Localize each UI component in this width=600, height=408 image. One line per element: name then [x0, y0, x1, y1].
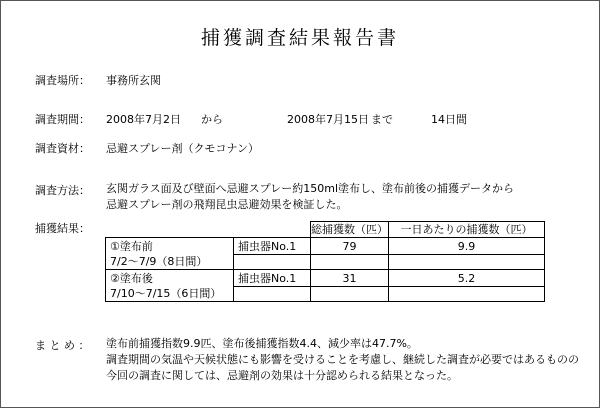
row-group-name: ①塗布前	[110, 239, 153, 253]
row-group-name: ②塗布後	[110, 271, 153, 285]
summary-label: ま と め ：	[35, 339, 90, 352]
row-group-dates: 7/2～7/9（8日間）	[110, 254, 208, 268]
row-device: 捕虫器No.1	[234, 270, 311, 287]
table-row	[106, 270, 545, 287]
period-start: 2008年7月2日	[106, 113, 181, 126]
period-days: 14日間	[431, 113, 467, 126]
table-header-row	[106, 222, 545, 238]
method-line: 玄関ガラス面及び壁面へ忌避スプレー約150ml塗布し、塗布前後の捕獲データから	[106, 182, 514, 195]
row-total: 31	[311, 270, 389, 287]
row-group-cell	[106, 270, 234, 302]
period-label: 調査期間：	[35, 113, 90, 126]
row-group-dates: 7/10～7/15（6日間）	[110, 286, 222, 300]
summary-line: 調査期間の気温や天候状態にも影響を受けることを考慮し、継続した調査が必要ではあるものの	[106, 353, 579, 366]
report-title: 捕獲調査結果報告書	[200, 27, 399, 49]
method-line: 忌避スプレー剤の飛翔昆虫忌避効果を検証した。	[106, 198, 348, 211]
summary-line: 塗布前捕獲指数9.9匹、塗布後捕獲指数4.4、減少率は47.7%。	[106, 337, 418, 350]
table-row	[106, 238, 545, 255]
location-label: 調査場所：	[35, 74, 90, 87]
summary-text	[106, 336, 579, 384]
row-group-cell	[106, 238, 234, 270]
header-daily: 一日あたりの捕獲数（匹）	[389, 222, 545, 238]
location-value: 事務所玄関	[106, 74, 161, 87]
row-daily: 9.9	[389, 238, 545, 255]
row-device: 捕虫器No.1	[234, 238, 311, 255]
row-total: 79	[311, 238, 389, 255]
period-from: から	[201, 113, 223, 126]
material-value: 忌避スプレー剤（クモコナン）	[106, 142, 260, 155]
results-label: 捕獲結果：	[35, 222, 90, 235]
period-end: 2008年7月15日	[287, 113, 369, 126]
results-table	[105, 221, 545, 302]
method-label: 調査方法：	[35, 184, 90, 197]
material-label: 調査資材：	[35, 142, 90, 155]
period-until: まで	[371, 113, 393, 126]
row-daily: 5.2	[389, 270, 545, 287]
method-text	[106, 181, 514, 213]
summary-line: 今回の調査に関しては、忌避剤の効果は十分認められる結果となった。	[106, 369, 458, 382]
header-total: 総捕獲数（匹）	[311, 223, 388, 236]
